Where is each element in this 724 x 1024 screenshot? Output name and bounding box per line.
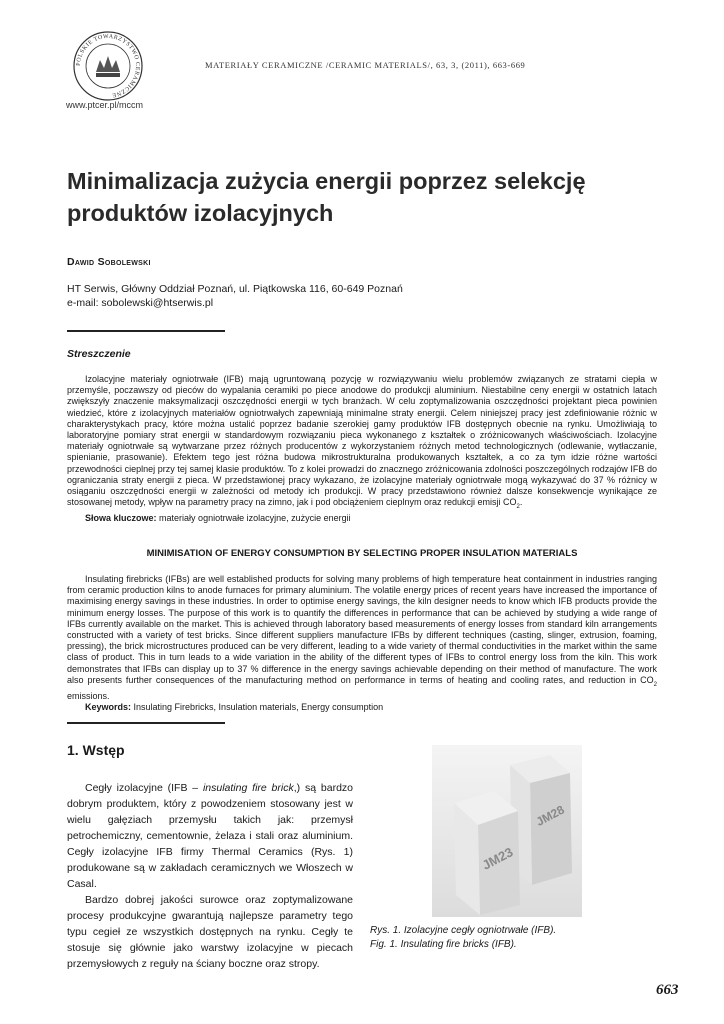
divider — [67, 722, 225, 724]
journal-url[interactable]: www.ptcer.pl/mccm — [66, 100, 144, 110]
bricks-photo — [432, 745, 582, 917]
divider — [67, 330, 225, 332]
brick-label: JM23 — [479, 844, 516, 873]
figure-caption — [370, 924, 556, 952]
caption-pl: Rys. 1. Izolacyjne cegły ogniotrwałe (IFB). — [370, 925, 557, 936]
brick-label: JM28 — [533, 802, 567, 829]
body-text — [67, 780, 353, 972]
paragraph: Cegły izolacyjne (IFB – insulating fire brick,) są bardzo dobrym produktem, który z powodzeniem stosowany jest w wielu gałęziach przemysłu takich jak: przemysł petrochemiczny, cementownie, żelaza i stali oraz aluminium. Cegły izolacyjne IFB firmy Thermal Ceramics (Rys. 1) produkowane są w zakładach ceramicznych we Włoszech w Casal. — [67, 782, 354, 890]
logo-ring-text: POLSKIE TOWARZYSTWO CERAMICZNE — [75, 33, 141, 98]
abstract-en-text: Insulating firebricks (IFBs) are well established products for solving many problems of high temperature heat containment in industries ranging from ceramic production kilns to anode furnaces for primary aluminium. The volatile energy prices of recent years have increased the importance of maximising energy savings in these industries. In order to optimise energy savings, the kiln designer needs to know which IFB products provide the minimum energy losses. The purpose of this work is to quantify the differences in performance that can be achieved by studying a wide range of IFBs currently available on the market. This is achieved through laboratory based measurements of energy losses from standard kiln arrangements constructed with a variety of test bricks. Since different suppliers manufacture IFBs by different techniques (casting, slinger, extrusion, foaming, pressing), the brick microstructures produced can be very different, leading to a wide variety of thermal conductivities in the market within the same class of product. This in turn leads to a wide variation in the ability of the different types of IFBs to control energy loss from the kiln. This work demonstrates that IFBs can display up to 37 % difference in the energy savings achievable depending on their method of manufacture. The work also presents further consequences of the manufacturing method on performance in terms of heating and cooling rates, and reduction in $CO_2$ emissions. — [67, 574, 657, 701]
page-number: 663 — [656, 982, 679, 998]
abstract-heading: Streszczenie — [67, 348, 131, 360]
keywords-en: Keywords: Insulating Firebricks, Insulation materials, Energy consumption — [85, 702, 384, 713]
paragraph: Bardzo dobrej jakości surowce oraz zoptymalizowane procesy produkcyjne gwarantują najlepsze parametry tego typu cegieł ze wszystkich dostępnych na rynku. Cegły te stosuje się głównie jako warstwy izolacyjne w piecach przemysłowych z reguły na ściany boczne oraz stropy. — [67, 894, 353, 970]
journal-citation: MATERIAŁY CERAMICZNE /CERAMIC MATERIALS/, 63, 3, (2011), 663-669 — [205, 60, 526, 70]
abstract-pl — [67, 374, 657, 524]
keywords-pl: Słowa kluczowe: materiały ogniotrwałe izolacyjne, zużycie energii — [85, 513, 351, 524]
abstract-pl-text: Izolacyjne materiały ogniotrwałe (IFB) mają ugruntowaną pozycję w rozwiązywaniu wielu problemów związanych ze stratami ciepła w przemyśle, poczawszy od pieców do wypalania ceramiki po piece anodowe do produkcji aluminium. Niestabilne ceny energii w ostatnich latach zwiększyły znaczenie maksymalizacji oszczędności energii w tych branżach. W celu zoptymalizowania oszczędności projektant pieca powinien wiedzieć, które z izolacyjnych materiałów ogniotrwałych zapewniają minimalne straty energii. Celem niniejszej pracy jest zdefiniowanie różnic w charakterystykach pracy, które można ustalić poprzez badanie szerokiej gamy produktów IFB dostępnych obecnie na rynku. Umożliwiają to laboratoryjne pomiary strat energii w standardowym rozwiązaniu pieca wykonanego z kształtek o zróżnicowanych właściwościach. Izolacyjne materiały ogniotrwałe są wytwarzane przez różnych producentów z wykorzystaniem różnych metod technologicznych (odlewanie, wytłaczanie, spienianie, prasowanie). Efektem tego jest różna budowa mikrostrukturalna produkowanych kształtek, a co za tym idzie różne wartości przewodności cieplnej przy tej samej klasie produktów. To z kolei prowadzi do znacznego zróżnicowania zdolności poszczególnych rodzajów IFB do ograniczania straty energii z pieca. W przedstawionej pracy wykazano, że izolacyjne materiały ogniotrwałe mogą wykazywać do 37 % różnicy w osiąganiu oszczędności energii w zależności od metody ich produkcji. W pracy przedstawiono również dalsze konsekwencje wynikające ze stosowanej metody, wpływ na parametry pracy na zimno, jak i pod obciążeniem cieplnym oraz redukcji emisji $CO_2$. — [67, 374, 657, 511]
affiliation-address: HT Serwis, Główny Oddział Poznań, ul. Piątkowska 116, 60-649 Poznań — [67, 283, 403, 295]
affiliation-email[interactable]: e-mail: sobolewski@htserwis.pl — [67, 297, 214, 309]
abstract-en — [67, 574, 657, 713]
caption-en: Fig. 1. Insulating fire bricks (IFB). — [370, 939, 517, 950]
section-heading: 1. Wstęp — [67, 742, 125, 758]
affiliation — [67, 282, 403, 310]
english-title: MINIMISATION OF ENERGY CONSUMPTION BY SELECTING PROPER INSULATION MATERIALS — [146, 548, 578, 559]
article-title: Minimalizacja zużycia energii poprzez selekcję produktów izolacyjnych — [67, 168, 586, 226]
society-logo — [72, 30, 144, 102]
author-name: Dawid Sobolewski — [67, 256, 151, 268]
